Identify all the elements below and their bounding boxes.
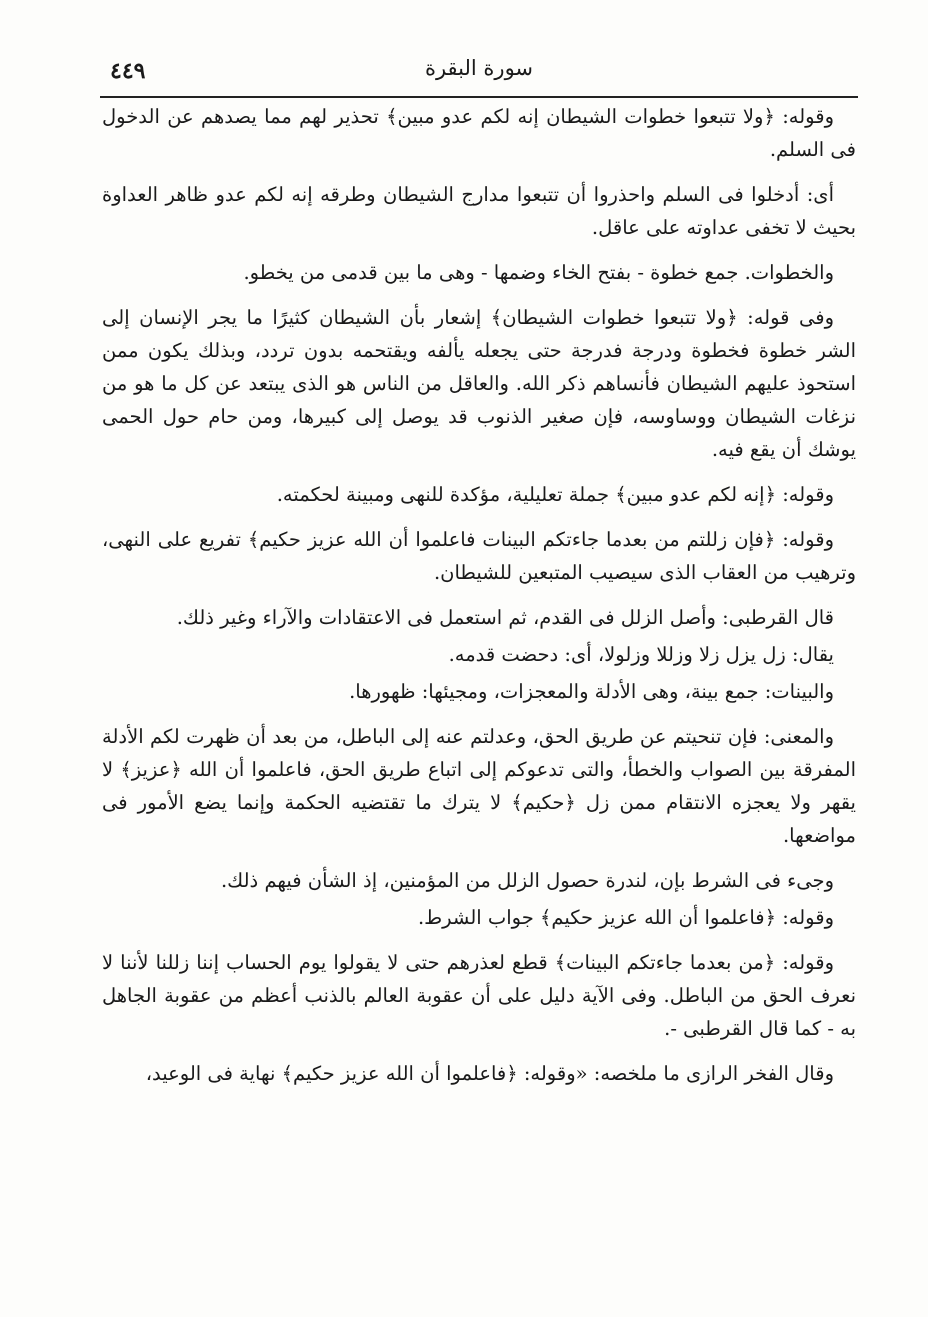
paragraph: قال القرطبى: وأصل الزلل فى القدم، ثم استعمل فى الاعتقادات والآراء وغير ذلك. xyxy=(176,606,834,629)
page-header xyxy=(100,52,858,98)
surah-title: سورة البقرة xyxy=(424,56,534,80)
paragraph: وقوله: ﴿فاعلموا أن الله عزيز حكيم﴾ جواب الشرط. xyxy=(417,906,834,929)
paragraph: والبينات: جمع بينة، وهى الأدلة والمعجزات، ومجيئها: ظهورها. xyxy=(349,680,834,703)
paragraph: وفى قوله: ﴿ولا تتبعوا خطوات الشيطان﴾ إشعار بأن الشيطان كثيرًا ما يجر الإنسان إلى الشر خطوة فخطوة ودرجة فدرجة حتى يجعله يألفه ويقتحمه بدون تردد، وبذلك يكون ممن استحوذ عليهم الشيطان فأنساهم ذكر الله. والعاقل من الناس هو الذى يبتعد عن كل ما هو من نزغات الشيطان ووساوسه، فإن صغير الذنوب قد يوصل إلى كبيرها، ومن حام حول الحمى يوشك أن يقع فيه. xyxy=(102,306,856,461)
paragraph: والخطوات. جمع خطوة - بفتح الخاء وضمها - وهى ما بين قدمى من يخطو. xyxy=(243,261,834,284)
paragraph: وقوله: ﴿من بعدما جاءتكم البينات﴾ قطع لعذرهم حتى لا يقولوا يوم الحساب إننا زللنا لأننا لا نعرف الحق من الباطل. وفى الآية دليل على أن عقوبة العالم بالذنب أعظم من عقوبة الجاهل به - كما قال القرطبى -. xyxy=(102,951,856,1040)
paragraph: والمعنى: فإن تنحيتم عن طريق الحق، وعدلتم عنه إلى الباطل، من بعد أن ظهرت لكم الأدلة المفرقة بين الصواب والخطأ، والتى تدعوكم إلى اتباع طريق الحق، فاعلموا أن الله ﴿عزيز﴾ لا يقهر ولا يعجزه الانتقام ممن زل ﴿حكيم﴾ لا يترك ما تقتضيه الحكمة وإنما يضع الأمور فى مواضعها. xyxy=(102,725,856,847)
paragraph: وقال الفخر الرازى ما ملخصه: «وقوله: ﴿فاعلموا أن الله عزيز حكيم﴾ نهاية فى الوعيد، xyxy=(145,1062,834,1085)
paragraph: وقوله: ﴿ولا تتبعوا خطوات الشيطان إنه لكم عدو مبين﴾ تحذير لهم مما يصدهم عن الدخول فى السلم. xyxy=(102,105,856,161)
paragraph: وجىء فى الشرط بإن، لندرة حصول الزلل من المؤمنين، إذ الشأن فيهم ذلك. xyxy=(220,869,834,892)
page-body xyxy=(102,100,856,1267)
paragraph: وقوله: ﴿فإن زللتم من بعدما جاءتكم البينات فاعلموا أن الله عزيز حكيم﴾ تفريع على النهى، وترهيب من العقاب الذى سيصيب المتبعين للشيطان. xyxy=(102,528,856,584)
page-number: ٤٤٩ xyxy=(110,58,146,84)
paragraph: يقال: زل يزل زلا وزللا وزلولا، أى: دحضت قدمه. xyxy=(448,643,834,666)
paragraph: أى: أدخلوا فى السلم واحذروا أن تتبعوا مدارج الشيطان وطرقه إنه لكم عدو ظاهر العداوة بحيث لا تخفى عداوته على عاقل. xyxy=(102,183,856,239)
paragraph: وقوله: ﴿إنه لكم عدو مبين﴾ جملة تعليلية، مؤكدة للنهى ومبينة لحكمته. xyxy=(276,483,834,506)
